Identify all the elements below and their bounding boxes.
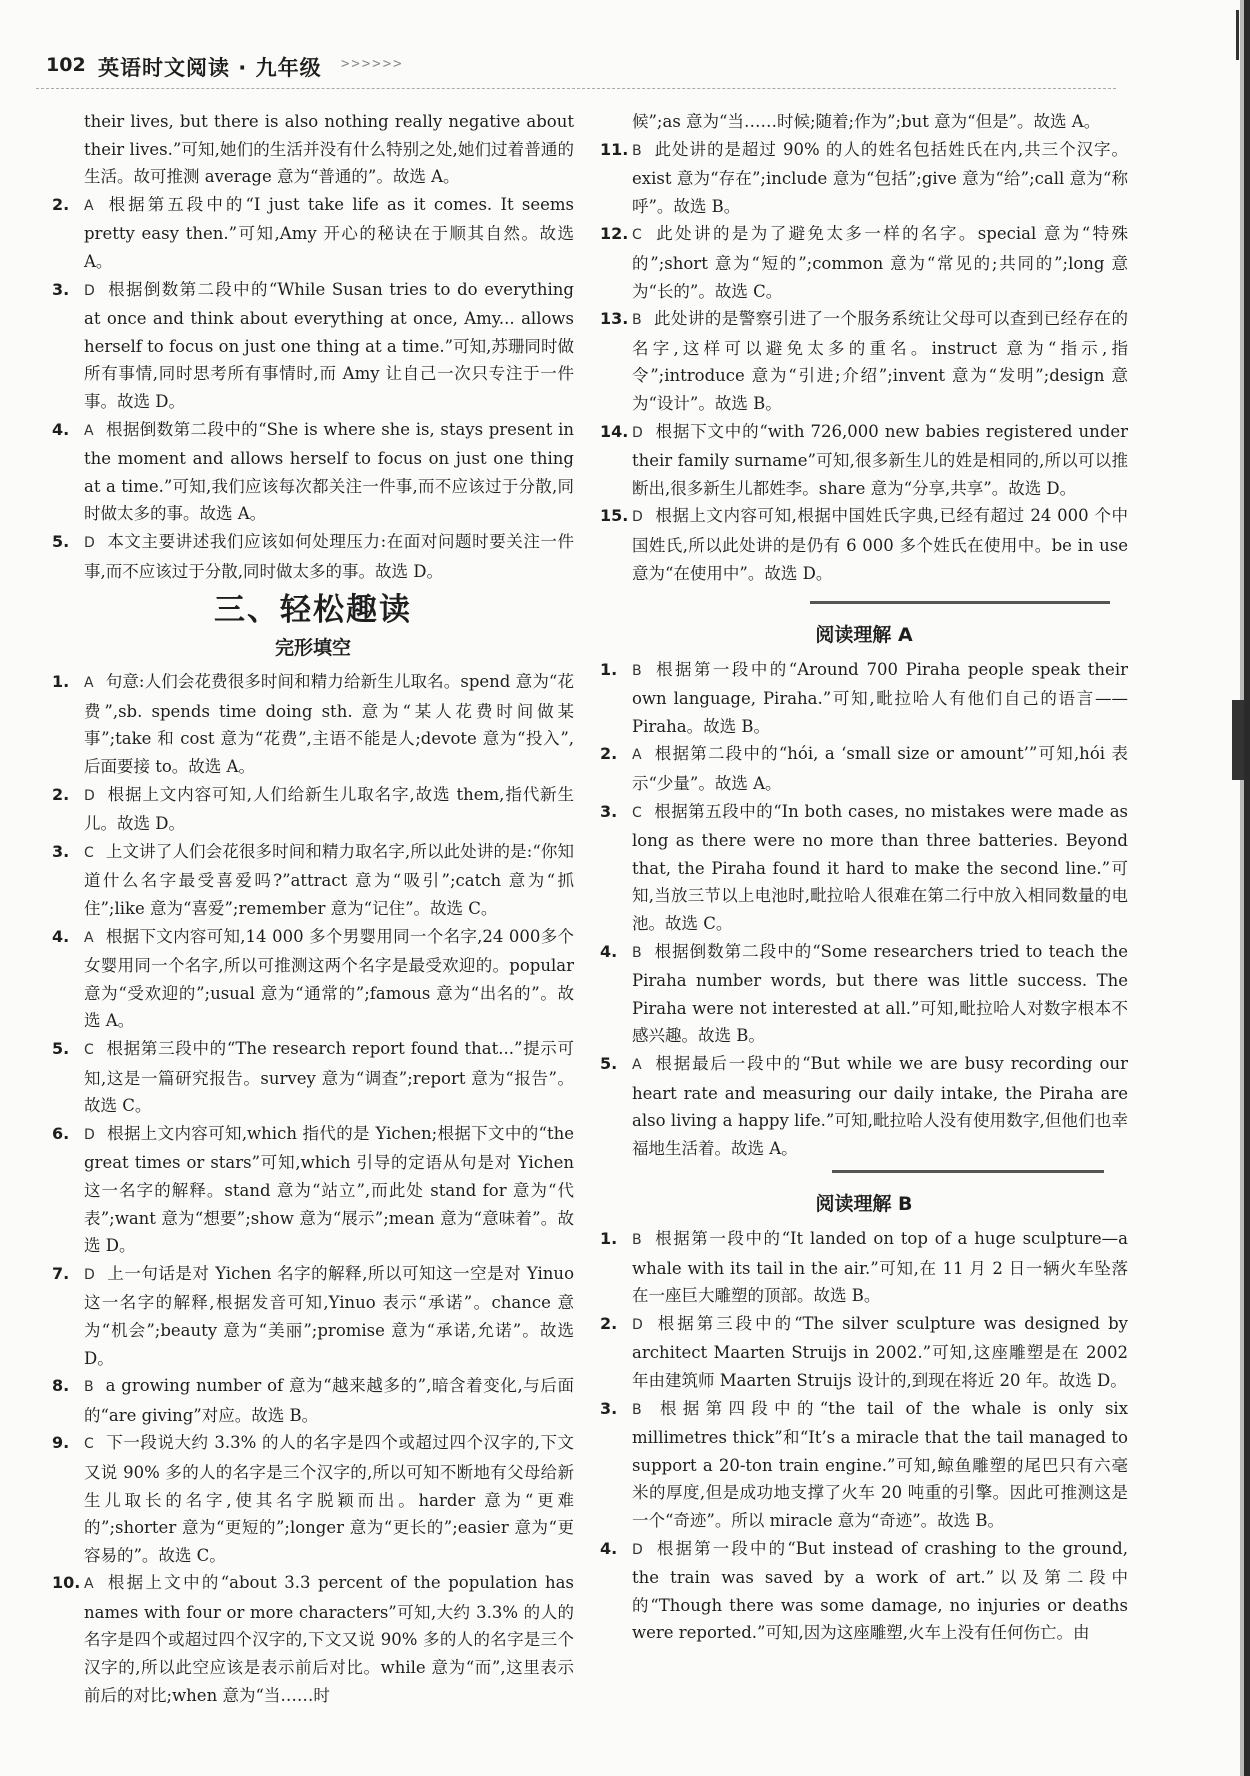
answer-item bbox=[600, 1535, 1128, 1647]
explanation-text: a growing number of 意为“越来越多的”,暗含着变化,与后面的“are giving”对应。故选 B。 bbox=[84, 1376, 574, 1425]
explanation-text: 根据第五段中的“In both cases, no mistakes were made as long as there were no more than three batteries. Beyond that, the Piraha found it hard to make the second line.”可知,当放三节以上电池时,毗拉哈人很难在第二行中放入相同数量的电池。故选 C。 bbox=[632, 801, 1128, 934]
item-number: 3. bbox=[52, 279, 70, 299]
explanation-text: 根据第二段中的“hói, a ‘small size or amount’”可知,hói 表示“少量”。故选 A。 bbox=[632, 744, 1128, 794]
answer-item bbox=[52, 923, 574, 1035]
answer-item bbox=[600, 502, 1128, 587]
explanation-text: 根据上文内容可知,人们给新生儿取名字,故选 them,指代新生儿。故选 D。 bbox=[84, 784, 574, 834]
answer-letter: A bbox=[84, 1576, 94, 1593]
explanation-text: 根据第一段中的“It landed on top of a huge sculpture—a whale with its tail in the air.”可知,在 11 月 2 日一辆火车坠落在一座巨大雕塑的顶部。故选 B。 bbox=[632, 1228, 1128, 1306]
item-number: 2. bbox=[600, 744, 618, 764]
answer-item bbox=[52, 1120, 574, 1260]
explanation-text: 根据第四段中的“the tail of the whale is only six millimetres thick”和“It’s a miracle that the tail managed to support a 20-ton train engine.”可知,鲸鱼雕塑的尾巴只有六毫米的厚度,但是成功地支撑了火车 20 吨重的引擎。因此可推测这是一个“奇迹”。所以 miracle 意为“奇迹”。故选 B。 bbox=[632, 1398, 1128, 1530]
cloze-title: 完形填空 bbox=[274, 636, 351, 659]
item-number: 6. bbox=[52, 1123, 70, 1143]
answer-item bbox=[600, 220, 1128, 305]
answer-letter: D bbox=[632, 1541, 643, 1558]
answer-item bbox=[52, 668, 574, 780]
right-column bbox=[600, 108, 1128, 1647]
answer-item bbox=[52, 528, 574, 585]
explanation-text: 此处讲的是警察引进了一个服务系统让父母可以查到已经存在的名字,这样可以避免太多的重名。instruct 意为“指示,指令”;introduce 意为“引进;介绍”;invent 意为“发明”;design 意为“设计”。故选 B。 bbox=[632, 309, 1128, 413]
continued-text-right: 候”;as 意为“当……时候;随着;作为”;but 意为“但是”。故选 A。 bbox=[632, 112, 1101, 131]
explanation-text: 根据第五段中的“I just take life as it comes. It seems pretty easy then.”可知,Amy 开心的秘诀在于顺其自然。故选 A。 bbox=[84, 194, 574, 271]
item-number: 5. bbox=[52, 531, 70, 551]
item-number: 9. bbox=[52, 1433, 70, 1453]
answer-item bbox=[52, 1569, 574, 1709]
header-arrows: >>>>>> bbox=[341, 56, 404, 72]
answer-letter: A bbox=[84, 197, 94, 214]
reading-b-answer-list bbox=[600, 1225, 1128, 1647]
answer-letter: B bbox=[632, 662, 642, 679]
explanation-text: 上文讲了人们会花很多时间和精力取名字,所以此处讲的是:“你知道什么名字最受喜爱吗?”attract 意为“吸引”;catch 意为“抓住”;like 意为“喜爱”;remember 意为“记住”。故选 C。 bbox=[84, 841, 574, 919]
answer-list-1 bbox=[52, 191, 574, 585]
answer-item bbox=[52, 191, 574, 276]
answer-item bbox=[600, 305, 1128, 417]
answer-letter: C bbox=[84, 844, 94, 861]
answer-letter: B bbox=[632, 312, 642, 329]
answer-letter: C bbox=[632, 227, 642, 244]
item-number: 1. bbox=[600, 659, 618, 679]
answer-letter: A bbox=[84, 422, 94, 439]
explanation-text: 此处讲的是超过 90% 的人的姓名包括姓氏在内,共三个汉字。exist 意为“存在”;include 意为“包括”;give 意为“给”;call 意为“称呼”。故选 B。 bbox=[632, 139, 1128, 216]
item-number: 4. bbox=[52, 419, 70, 439]
item-number: 8. bbox=[52, 1376, 70, 1396]
item-number: 5. bbox=[600, 1054, 618, 1073]
item-number: 3. bbox=[600, 1398, 618, 1418]
answer-letter: D bbox=[84, 1266, 95, 1283]
left-column bbox=[52, 108, 574, 1709]
item-number: 14. bbox=[600, 421, 629, 441]
explanation-text: 根据下文中的“with 726,000 new babies registered under their family surname”可知,很多新生儿的姓是相同的,所以可以推断出,很多新生儿都姓李。share 意为“分享,共享”。故选 D。 bbox=[632, 421, 1128, 498]
answer-letter: B bbox=[632, 1401, 642, 1418]
page-header bbox=[36, 52, 1116, 89]
cloze-answer-list bbox=[52, 668, 574, 1709]
section-divider bbox=[810, 601, 1110, 604]
answer-letter: D bbox=[632, 509, 643, 526]
cloze-answer-list-2 bbox=[600, 136, 1128, 588]
answer-letter: D bbox=[84, 1126, 95, 1143]
item-number: 4. bbox=[600, 941, 618, 961]
item-number: 15. bbox=[600, 506, 629, 526]
answer-letter: A bbox=[632, 1057, 642, 1073]
item-number: 3. bbox=[600, 801, 618, 821]
explanation-text: 根据第三段中的“The silver sculpture was designed by architect Maarten Struijs in 2002.”可知,这座雕塑是在 2002 年由建筑师 Maarten Struijs 设计的,到现在将近 20 年。故选 D。 bbox=[632, 1313, 1128, 1390]
answer-letter: D bbox=[632, 1316, 643, 1333]
answer-letter: B bbox=[632, 944, 642, 961]
explanation-text: 根据上文内容可知,which 指代的是 Yichen;根据下文中的“the great times or stars”可知,which 引导的定语从句是对 Yichen 这一名字的解释。stand 意为“站立”,而此处 stand for 意为“代表”;want 意为“想要”;show 意为“展示”;mean 意为“意味着”。故选 D。 bbox=[84, 1123, 574, 1256]
answer-letter: A bbox=[84, 929, 94, 946]
explanation-text: 根据下文内容可知,14 000 多个男婴用同一个名字,24 000多个女婴用同一个名字,所以可推测这两个名字是最受欢迎的。popular 意为“受欢迎的”;usual 意为“通常的”;famous 意为“出名的”。故选 A。 bbox=[84, 926, 574, 1031]
explanation-text: 根据倒数第二段中的“She is where she is, stays present in the moment and allows herself to focus on just one thing at a time.”可知,我们应该每次都关注一件事,而不应该过于分散,同时做太多的事。故选 A。 bbox=[84, 419, 574, 524]
explanation-text: 此处讲的是为了避免太多一样的名字。special 意为“特殊的”;short 意为“短的”;common 意为“常见的;共同的”;long 意为“长的”。故选 C。 bbox=[632, 224, 1128, 301]
reading-b-title: 阅读理解 B bbox=[815, 1193, 913, 1216]
book-title: 英语时文阅读 · 九年级 bbox=[98, 56, 322, 80]
item-number: 5. bbox=[52, 1039, 70, 1058]
section-title: 三、轻松趣读 bbox=[214, 592, 412, 629]
item-number: 2. bbox=[600, 1313, 618, 1333]
answer-item bbox=[600, 798, 1128, 938]
explanation-text: 本文主要讲述我们应该如何处理压力:在面对问题时要关注一件事,而不应该过于分散,同时做太多的事。故选 D。 bbox=[84, 531, 574, 581]
answer-letter: C bbox=[632, 804, 642, 821]
answer-item bbox=[600, 656, 1128, 741]
explanation-text: 根据上文内容可知,根据中国姓氏字典,已经有超过 24 000 个中国姓氏,所以此处讲的是仍有 6 000 多个姓氏在使用中。be in use 意为“在使用中”。故选 D。 bbox=[632, 506, 1128, 583]
item-number: 12. bbox=[600, 224, 629, 244]
answer-letter: D bbox=[84, 282, 95, 299]
answer-letter: D bbox=[84, 534, 95, 551]
item-number: 2. bbox=[52, 784, 70, 804]
answer-letter: A bbox=[84, 675, 94, 692]
item-number: 1. bbox=[52, 672, 70, 692]
item-number: 4. bbox=[600, 1538, 618, 1558]
item-number: 4. bbox=[52, 926, 70, 946]
page-number: 102 bbox=[46, 54, 86, 76]
answer-letter: D bbox=[632, 424, 643, 441]
answer-item bbox=[52, 1372, 574, 1429]
explanation-text: 上一句话是对 Yichen 名字的解释,所以可知这一空是对 Yinuo 这一名字的解释,根据发音可知,Yinuo 表示“承诺”。chance 意为“机会”;beauty 意为“美丽”;promise 意为“承诺,允诺”。故选 D。 bbox=[84, 1263, 574, 1368]
explanation-text: 句意:人们会花费很多时间和精力给新生儿取名。spend 意为“花费”,sb. spends time doing sth. 意为“某人花费时间做某事”;take 和 cost 意为“花费”,主语不能是人;devote 意为“投入”,后面要接 to。故选 A。 bbox=[84, 672, 574, 777]
answer-item bbox=[600, 1310, 1128, 1395]
answer-item bbox=[600, 1225, 1128, 1310]
answer-letter: D bbox=[84, 787, 95, 804]
answer-item bbox=[600, 938, 1128, 1050]
item-number: 7. bbox=[52, 1263, 70, 1283]
reading-a-title: 阅读理解 A bbox=[815, 624, 913, 647]
answer-letter: C bbox=[84, 1042, 94, 1058]
page-edge-shadow bbox=[1226, 0, 1250, 1776]
answer-item bbox=[600, 136, 1128, 221]
answer-letter: B bbox=[632, 142, 642, 159]
continued-text: their lives, but there is also nothing really negative about their lives.”可知,她们的生活并没有什么特别之处,她们过着普通的生活。故可推测 average 意为“普通的”。故选 A。 bbox=[84, 112, 574, 187]
answer-item bbox=[52, 416, 574, 528]
explanation-text: 根据最后一段中的“But while we are busy recording our heart rate and measuring our daily intake, the Piraha are also living a happy life.”可知,毗拉哈人没有使用数字,但他们也幸福地生活着。故选 A。 bbox=[632, 1054, 1128, 1158]
item-number: 11. bbox=[600, 139, 629, 159]
answer-item bbox=[52, 838, 574, 923]
item-number: 3. bbox=[52, 841, 70, 861]
explanation-text: 下一段说大约 3.3% 的人的名字是四个或超过四个汉字的,下文又说 90% 多的人的名字是三个汉字的,所以可知不断地有父母给新生儿取长的名字,使其名字脱颖而出。harder 意为“更难的”;shorter 意为“更短的”;longer 意为“更长的”;easier 意为“更容易的”。故选 C。 bbox=[84, 1433, 574, 1565]
answer-letter: C bbox=[84, 1436, 94, 1453]
answer-item bbox=[600, 740, 1128, 797]
answer-letter: B bbox=[84, 1379, 94, 1396]
answer-item bbox=[52, 1429, 574, 1569]
answer-item bbox=[52, 276, 574, 416]
answer-item bbox=[52, 1035, 574, 1120]
answer-item bbox=[600, 418, 1128, 503]
item-number: 13. bbox=[600, 309, 629, 329]
reading-a-answer-list bbox=[600, 656, 1128, 1163]
answer-item bbox=[600, 1050, 1128, 1162]
answer-item bbox=[600, 1395, 1128, 1535]
answer-item bbox=[52, 781, 574, 838]
explanation-text: 根据倒数第二段中的“Some researchers tried to teach the Piraha number words, but there was little success. The Piraha were not interested at all.”可知,毗拉哈人对数字根本不感兴趣。故选 B。 bbox=[632, 941, 1128, 1046]
item-number: 2. bbox=[52, 194, 70, 214]
explanation-text: 根据第一段中的“But instead of crashing to the ground, the train was saved by a work of art.”以及第二段中的“Though there was some damage, no injuries or deaths were reported.”可知,因为这座雕塑,火车上没有任何伤亡。由 bbox=[632, 1538, 1128, 1643]
item-number: 1. bbox=[600, 1228, 618, 1248]
section-divider bbox=[832, 1170, 1104, 1173]
explanation-text: 根据倒数第二段中的“While Susan tries to do everything at once and think about everything at once, Amy... allows herself to focus on just one thing at a time.”可知,苏珊同时做所有事情,同时思考所有事情时,而 Amy 让自己一次只专注于一件事。故选 D。 bbox=[84, 279, 574, 411]
item-number: 10. bbox=[52, 1573, 81, 1593]
explanation-text: 根据第一段中的“Around 700 Piraha people speak their own language, Piraha.”可知,毗拉哈人有他们自己的语言——Piraha。故选 B。 bbox=[632, 659, 1128, 736]
explanation-text: 根据上文中的“about 3.3 percent of the population has names with four or more characters”可知,大约 3.3% 的人的名字是四个或超过四个汉字的,下文又说 90% 多的人的名字是三个汉字的,所以此空应该是表示前后对比。while 意为“而”,这里表示前后的对比;when 意为“当……时 bbox=[84, 1573, 574, 1705]
explanation-text: 根据第三段中的“The research report found that...”提示可知,这是一篇研究报告。survey 意为“调查”;report 意为“报告”。故选 C。 bbox=[84, 1039, 574, 1116]
answer-item bbox=[52, 1260, 574, 1372]
answer-letter: B bbox=[632, 1231, 642, 1248]
answer-letter: A bbox=[632, 747, 642, 764]
